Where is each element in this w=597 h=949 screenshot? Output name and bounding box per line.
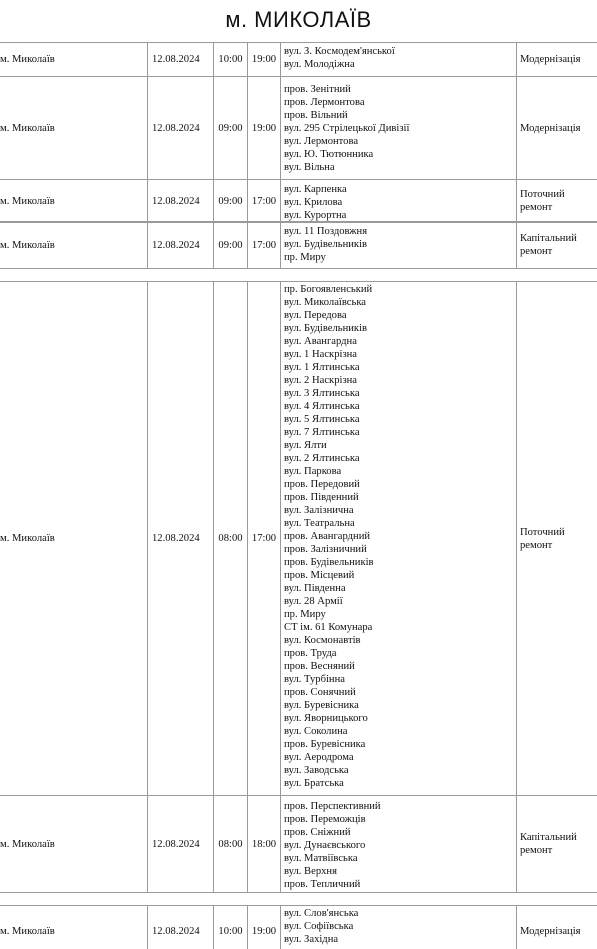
date-cell: 12.08.2024 bbox=[148, 77, 214, 180]
street-item: вул. Вільна bbox=[284, 162, 335, 173]
table-row bbox=[0, 906, 597, 949]
end-time-cell: 17:00 bbox=[248, 180, 281, 223]
street-item: вул. Софіївська bbox=[284, 921, 354, 932]
street-item: вул. 11 Поздовжня bbox=[284, 226, 368, 237]
streets-cell bbox=[281, 796, 517, 893]
street-item: вул. 1 Ялтинська bbox=[284, 362, 360, 373]
street-item: вул. Карпенка bbox=[284, 184, 347, 195]
streets-cell bbox=[281, 77, 517, 180]
start-time-cell: 09:00 bbox=[214, 180, 248, 223]
street-item: вул. Авангардна bbox=[284, 336, 357, 347]
street-item: вул. Миколаївська bbox=[284, 297, 367, 308]
schedule-table bbox=[0, 76, 597, 180]
street-item: вул. Турбінна bbox=[284, 674, 345, 685]
street-item: вул. Яворницького bbox=[284, 713, 368, 724]
street-item: пров. Тепличний bbox=[284, 879, 361, 890]
street-item: вул. 2 Наскрізна bbox=[284, 375, 357, 386]
street-item: вул. Заводська bbox=[284, 765, 349, 776]
street-item: пров. Сніжний bbox=[284, 827, 351, 838]
street-item: пров. Перспективний bbox=[284, 801, 381, 812]
streets-cell bbox=[281, 906, 517, 949]
street-item: вул. Матвіївська bbox=[284, 853, 358, 864]
city-cell: м. Миколаїв bbox=[0, 282, 148, 796]
street-item: пров. Залізничний bbox=[284, 544, 367, 555]
street-item: вул. Будівельників bbox=[284, 323, 368, 334]
street-item: пр. Миру bbox=[284, 252, 326, 263]
street-item: вул. Лермонтова bbox=[284, 136, 359, 147]
schedule-table bbox=[0, 42, 597, 77]
street-item: вул. 3 Ялтинська bbox=[284, 388, 360, 399]
streets-cell bbox=[281, 282, 517, 796]
street-item: пров. Зенітний bbox=[284, 84, 351, 95]
date-cell: 12.08.2024 bbox=[148, 796, 214, 893]
street-item: вул. 28 Армії bbox=[284, 596, 343, 607]
street-item: вул. 4 Ялтинська bbox=[284, 401, 360, 412]
end-time-cell: 17:00 bbox=[248, 282, 281, 796]
work-type-cell: Капітальний ремонт bbox=[517, 222, 597, 269]
street-item: вул. 2 Ялтинська bbox=[284, 453, 360, 464]
street-item: пров. Труда bbox=[284, 648, 337, 659]
street-item: пров. Сонячний bbox=[284, 687, 356, 698]
street-item: вул. 5 Ялтинська bbox=[284, 414, 360, 425]
street-item: вул. Аеродрома bbox=[284, 752, 354, 763]
city-cell: м. Миколаїв bbox=[0, 43, 148, 77]
end-time-cell: 17:00 bbox=[248, 222, 281, 269]
street-item: вул. Курортна bbox=[284, 210, 347, 221]
city-cell: м. Миколаїв bbox=[0, 222, 148, 269]
street-item: вул. 295 Стрілецької Дивізії bbox=[284, 123, 410, 134]
street-item: вул. Дунаєвського bbox=[284, 840, 366, 851]
work-type-cell: Поточний ремонт bbox=[517, 180, 597, 223]
street-item: вул. Залізнична bbox=[284, 505, 354, 516]
start-time-cell: 09:00 bbox=[214, 222, 248, 269]
street-item: пров. Вільний bbox=[284, 110, 348, 121]
date-cell: 12.08.2024 bbox=[148, 282, 214, 796]
start-time-cell: 10:00 bbox=[214, 906, 248, 949]
street-item: пров. Будівельників bbox=[284, 557, 374, 568]
street-item: вул. 7 Ялтинська bbox=[284, 427, 360, 438]
street-item: пр. Богоявленський bbox=[284, 284, 373, 295]
city-cell: м. Миколаїв bbox=[0, 77, 148, 180]
street-item: вул. Будівельників bbox=[284, 239, 368, 250]
schedule-table bbox=[0, 795, 597, 893]
table-row bbox=[0, 282, 597, 796]
street-item: вул. Ялти bbox=[284, 440, 327, 451]
street-item: пров. Південний bbox=[284, 492, 359, 503]
work-type-cell: Поточний ремонт bbox=[517, 282, 597, 796]
street-item: вул. Буревісника bbox=[284, 700, 359, 711]
street-item: вул. Братська bbox=[284, 778, 344, 789]
street-item: вул. Південна bbox=[284, 583, 346, 594]
street-item: вул. Театральна bbox=[284, 518, 355, 529]
street-item: вул. 1 Наскрізна bbox=[284, 349, 357, 360]
street-item: вул. Крилова bbox=[284, 197, 343, 208]
date-cell: 12.08.2024 bbox=[148, 906, 214, 949]
start-time-cell: 10:00 bbox=[214, 43, 248, 77]
table-row bbox=[0, 796, 597, 893]
street-item: вул. Паркова bbox=[284, 466, 342, 477]
streets-cell bbox=[281, 222, 517, 269]
date-cell: 12.08.2024 bbox=[148, 43, 214, 77]
end-time-cell: 19:00 bbox=[248, 43, 281, 77]
city-cell: м. Миколаїв bbox=[0, 906, 148, 949]
schedule-table bbox=[0, 221, 597, 269]
table-row bbox=[0, 43, 597, 77]
street-item: вул. Ю. Тютюнника bbox=[284, 149, 374, 160]
streets-cell bbox=[281, 180, 517, 223]
end-time-cell: 19:00 bbox=[248, 77, 281, 180]
street-item: вул. Передова bbox=[284, 310, 347, 321]
street-item: пров. Переможців bbox=[284, 814, 366, 825]
schedule-table bbox=[0, 281, 597, 796]
date-cell: 12.08.2024 bbox=[148, 222, 214, 269]
street-item: пров. Авангардний bbox=[284, 531, 371, 542]
start-time-cell: 09:00 bbox=[214, 77, 248, 180]
end-time-cell: 19:00 bbox=[248, 906, 281, 949]
street-item: пров. Передовий bbox=[284, 479, 360, 490]
work-type-cell: Модернізація bbox=[517, 43, 597, 77]
schedule-table bbox=[0, 179, 597, 223]
street-item: вул. Західна bbox=[284, 934, 339, 945]
page-title: м. МИКОЛАЇВ bbox=[225, 7, 372, 32]
streets-cell bbox=[281, 43, 517, 77]
end-time-cell: 18:00 bbox=[248, 796, 281, 893]
street-item: пров. Місцевий bbox=[284, 570, 355, 581]
table-row bbox=[0, 77, 597, 180]
date-cell: 12.08.2024 bbox=[148, 180, 214, 223]
schedule-table bbox=[0, 905, 597, 949]
city-cell: м. Миколаїв bbox=[0, 796, 148, 893]
street-item: СТ ім. 61 Комунара bbox=[284, 622, 373, 633]
city-cell: м. Миколаїв bbox=[0, 180, 148, 223]
street-item: вул. Слов'янська bbox=[284, 908, 359, 919]
start-time-cell: 08:00 bbox=[214, 282, 248, 796]
street-item: пр. Миру bbox=[284, 609, 326, 620]
street-item: вул. Соколина bbox=[284, 726, 348, 737]
work-type-cell: Капітальний ремонт bbox=[517, 796, 597, 893]
start-time-cell: 08:00 bbox=[214, 796, 248, 893]
street-item: вул. Космонавтів bbox=[284, 635, 361, 646]
street-item: вул. Молодіжна bbox=[284, 59, 355, 70]
work-type-cell: Модернізація bbox=[517, 906, 597, 949]
street-item: пров. Лермонтова bbox=[284, 97, 365, 108]
street-item: вул. Верхня bbox=[284, 866, 337, 877]
street-item: пров. Буревісника bbox=[284, 739, 366, 750]
street-item: пров. Весняний bbox=[284, 661, 355, 672]
work-type-cell: Модернізація bbox=[517, 77, 597, 180]
street-item: вул. З. Космодем'янської bbox=[284, 46, 395, 57]
table-row bbox=[0, 222, 597, 269]
table-row bbox=[0, 180, 597, 223]
